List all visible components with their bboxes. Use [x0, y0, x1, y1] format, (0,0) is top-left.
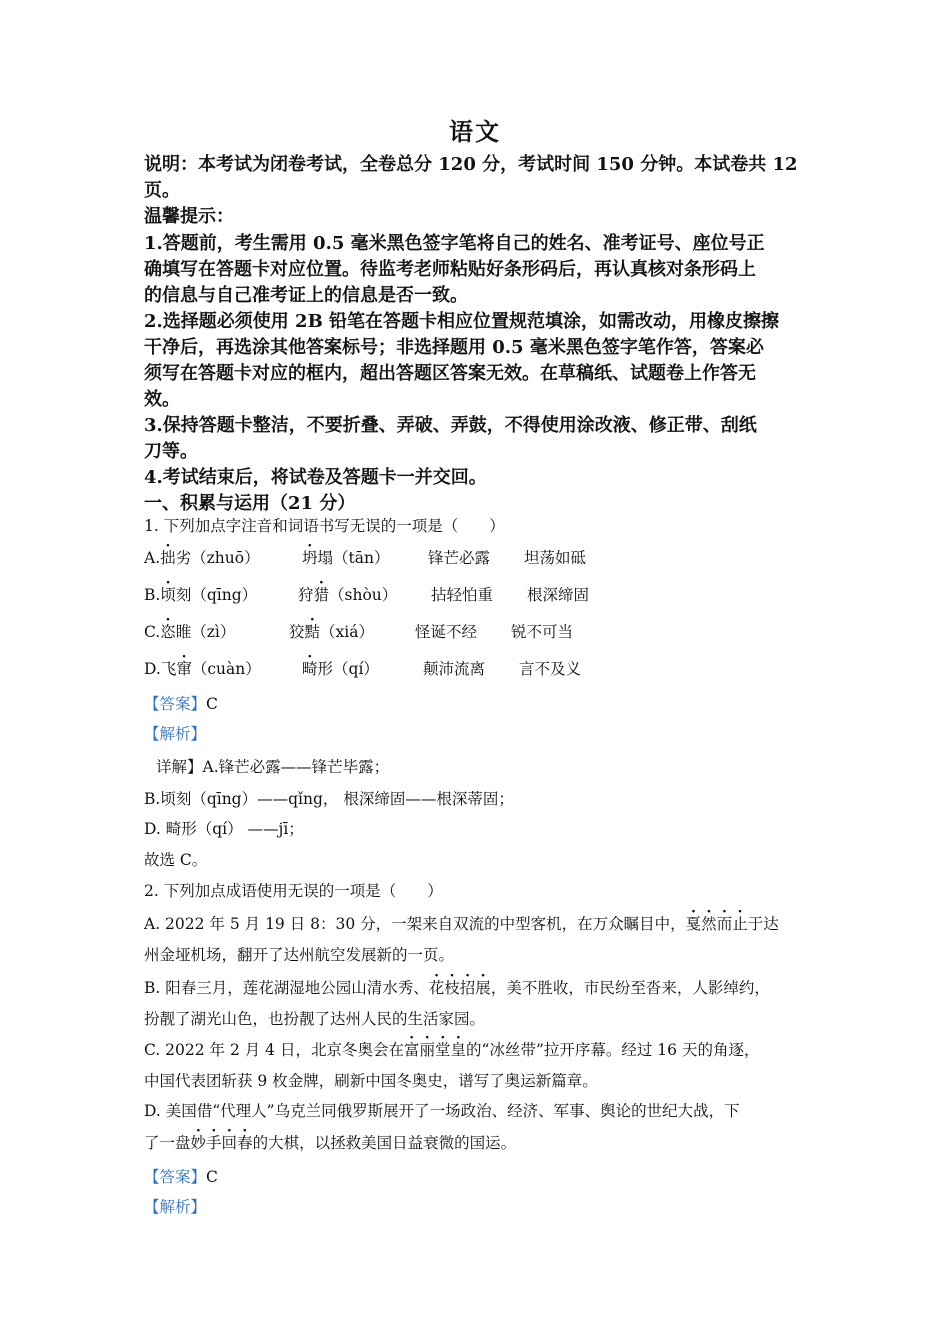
option-d: D. 美国借“代理人”乌克兰同俄罗斯展开了一场政治、经济、军事、舆论的世纪大战，下	[144, 1102, 740, 1120]
dotted-char: 拙	[160, 549, 176, 567]
dotted-char: 展	[475, 979, 491, 997]
option-a	[144, 912, 779, 934]
dotted-char: 然	[701, 915, 717, 933]
answer-value: C	[206, 1168, 218, 1186]
option-text: 于达	[747, 915, 779, 933]
analysis-tag: 【解析】	[144, 725, 207, 743]
dotted-char: 招	[459, 979, 476, 997]
dotted-idiom	[191, 1134, 253, 1152]
option-label: C.	[144, 623, 161, 641]
tip-line: 确填写在答题卡对应位置。待监考老师粘贴好条形码后，再认真核对条形码上	[144, 259, 756, 280]
dotted-char: 畸	[302, 660, 318, 678]
option-a-word2	[302, 546, 389, 568]
option-b-word2	[298, 583, 397, 605]
option-text: 的“冰丝带”拉开序幕。经过 16 天的角逐，	[466, 1041, 760, 1059]
option-text: 刻（qīng）	[175, 586, 258, 604]
dotted-char: 妙	[190, 1134, 207, 1152]
answer-line	[144, 1165, 218, 1187]
option-d	[144, 657, 261, 679]
answer-tag: 【答案】	[144, 695, 207, 713]
option-c-word4: 锐不可当	[511, 623, 574, 641]
dotted-char: 丽	[419, 1041, 435, 1059]
option-text: 的大棋，以拯救美国日益衰微的国运。	[252, 1134, 517, 1152]
dotted-char: 戛	[685, 915, 702, 933]
option-text: B. 阳春三月，莲花湖湿地公园山清水秀、	[144, 979, 429, 997]
option-d-word2	[302, 657, 379, 679]
dotted-char: 猎	[313, 586, 330, 604]
option-b	[144, 976, 770, 998]
dotted-char: 坍	[302, 549, 318, 567]
section-heading: 一、积累与运用（21 分）	[144, 493, 356, 514]
dotted-idiom	[404, 1041, 466, 1059]
dotted-char: 春	[237, 1134, 253, 1152]
tip-line: 效。	[144, 389, 180, 410]
analysis-line: 详解】A.锋芒必露——锋芒毕露；	[156, 758, 390, 776]
dotted-char: 恣	[160, 623, 176, 641]
question-stem: 2. 下列加点成语使用无误的一项是（ ）	[144, 882, 443, 900]
dotted-idiom	[686, 915, 748, 933]
option-b-word3: 拈轻怕重	[431, 586, 494, 604]
dotted-char: 手	[206, 1134, 222, 1152]
option-text: （cuàn）	[191, 660, 261, 678]
option-b-word4: 根深缔固	[527, 586, 590, 604]
dotted-char: 黠	[304, 623, 321, 641]
option-text: （xiá）	[320, 623, 374, 641]
option-c-word3: 怪诞不经	[415, 623, 478, 641]
tip-line: 刀等。	[144, 441, 198, 462]
option-line	[144, 1131, 516, 1153]
option-text: ，美不胜收，市民纷至沓来，人影绰约，	[490, 979, 770, 997]
tip-line: 3.保持答题卡整洁，不要折叠、弄破、弄鼓，不得使用涂改液、修正带、刮纸	[144, 415, 757, 436]
dotted-char: 枝	[444, 979, 460, 997]
option-label: D.	[144, 660, 161, 678]
option-text: 狡	[289, 623, 305, 641]
option-c	[144, 620, 235, 642]
option-label: B.	[144, 586, 161, 604]
dotted-char: 窜	[176, 660, 192, 678]
option-line: 扮靓了湖光山色，也扮靓了达州人民的生活家园。	[144, 1010, 486, 1028]
option-text: 形（qí）	[317, 660, 379, 678]
dotted-char: 花	[428, 979, 445, 997]
tip-line: 1.答题前，考生需用 0.5 毫米黑色签字笔将自己的姓名、准考证号、座位号正	[144, 233, 765, 254]
option-text: 塌（tān）	[317, 549, 390, 567]
option-b	[144, 583, 257, 605]
option-a-word3: 锋芒必露	[428, 549, 491, 567]
intro-line: 说明：本考试为闭卷考试，全卷总分 120 分，考试时间 150 分钟。本试卷共 12	[144, 154, 798, 175]
option-d-word4: 言不及义	[519, 660, 582, 678]
option-d-word3: 颠沛流离	[423, 660, 486, 678]
answer-line	[144, 692, 218, 714]
option-text: 了一盘	[144, 1134, 191, 1152]
option-text: 飞	[160, 660, 177, 678]
dotted-char: 回	[221, 1134, 238, 1152]
option-text: C. 2022 年 2 月 4 日，北京冬奥会在	[144, 1041, 404, 1059]
option-a-word4: 坦荡如砥	[524, 549, 587, 567]
dotted-char: 皇	[450, 1041, 467, 1059]
dotted-char: 而	[716, 915, 733, 933]
dotted-char: 富	[403, 1041, 420, 1059]
option-a	[144, 546, 260, 568]
option-c	[144, 1038, 759, 1060]
tip-line: 4.考试结束后，将试卷及答题卡一并交回。	[144, 467, 487, 488]
option-text: （shòu）	[329, 586, 398, 604]
dotted-char: 堂	[435, 1041, 451, 1059]
answer-value: C	[206, 695, 218, 713]
option-text: A. 2022 年 5 月 19 日 8：30 分，一架来自双流的中型客机，在万众瞩目中，	[144, 915, 686, 933]
question-stem: 1. 下列加点字注音和词语书写无误的一项是（ ）	[144, 517, 505, 535]
dotted-idiom	[429, 979, 491, 997]
analysis-line: B.顷刻（qīng）——qǐng， 根深缔固——根深蒂固；	[144, 790, 514, 808]
option-text: 劣（zhuō）	[175, 549, 260, 567]
tip-line: 干净后，再选涂其他答案标号；非选择题用 0.5 毫米黑色签字笔作答，答案必	[144, 337, 764, 358]
option-c-word2	[289, 620, 374, 642]
option-label: A.	[144, 549, 161, 567]
dotted-char: 止	[732, 915, 748, 933]
option-line: 州金垭机场，翻开了达州航空发展新的一页。	[144, 946, 455, 964]
analysis-line: D. 畸形（qí） ——jī；	[144, 820, 304, 838]
tip-line: 的信息与自己准考证上的信息是否一致。	[144, 285, 468, 306]
answer-tag: 【答案】	[144, 1168, 207, 1186]
option-text: 狩	[298, 586, 314, 604]
tip-line: 须写在答题卡对应的框内，超出答题区答案无效。在草稿纸、试题卷上作答无	[144, 363, 756, 384]
tip-line: 2.选择题必须使用 2B 铅笔在答题卡相应位置规范填涂，如需改动，用橡皮擦擦	[144, 311, 780, 332]
page-title: 语文	[449, 117, 501, 146]
analysis-tag: 【解析】	[144, 1198, 207, 1216]
tips-heading: 温馨提示：	[144, 206, 234, 227]
option-line: 中国代表团斩获 9 枚金牌，刷新中国冬奥史，谱写了奥运新篇章。	[144, 1072, 598, 1090]
option-text: 睢（zì）	[175, 623, 236, 641]
dotted-char: 顷	[160, 586, 176, 604]
intro-line: 页。	[144, 180, 180, 201]
analysis-line: 故选 C。	[144, 851, 208, 869]
